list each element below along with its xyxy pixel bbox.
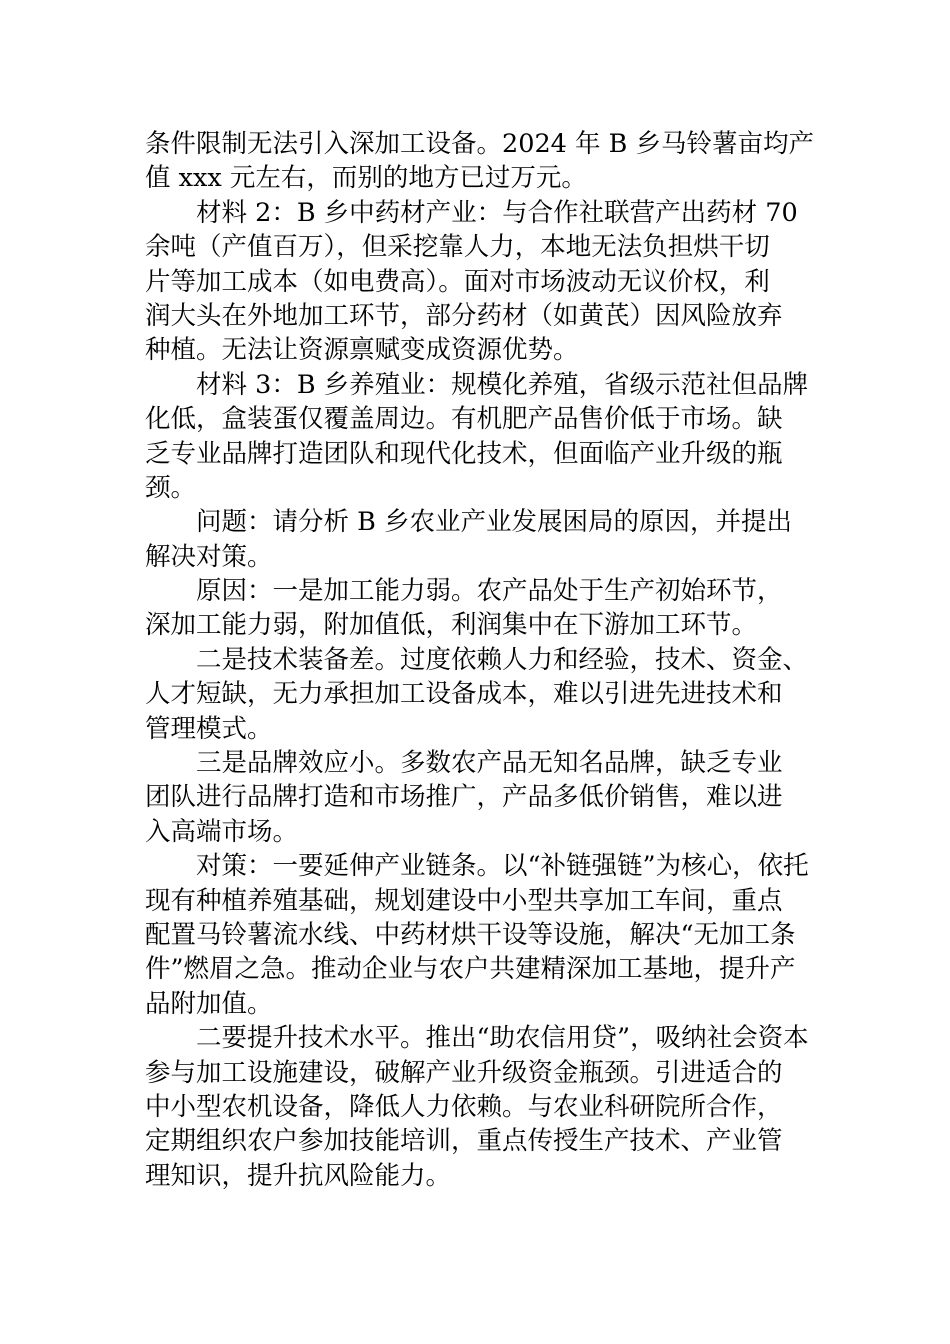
paragraph-line: 余吨（产值百万），但采挖靠人力，本地无法负担烘干切 [145,232,770,263]
paragraph-first-line: 问题：请分析 B 乡农业产业发展困局的原因，并提出 [196,507,792,538]
paragraph-line: 种植。无法让资源禀赋变成资源优势。 [145,335,579,366]
paragraph-first-line: 材料 3：B 乡养殖业：规模化养殖，省级示范社但品牌 [196,369,809,400]
paragraph-line: 中小型农机设备，降低人力依赖。与农业科研院所合作， [145,1091,783,1122]
paragraph-first-line: 对策：一要延伸产业链条。以“补链强链”为核心，依托 [196,851,809,882]
paragraph-line: 定期组织农户参加技能培训，重点传授生产技术、产业管 [145,1126,783,1157]
paragraph-first-line: 二要提升技术水平。推出“助农信用贷”，吸纳社会资本 [196,1023,809,1054]
paragraph-line: 入高端市场。 [145,816,299,847]
paragraph-line: 深加工能力弱，附加值低，利润集中在下游加工环节。 [145,610,758,641]
paragraph-line: 润大头在外地加工环节，部分药材（如黄芪）因风险放弃 [145,300,783,331]
paragraph-line: 条件限制无法引入深加工设备。2024 年 B 乡马铃薯亩均产 [145,129,814,159]
paragraph-line: 乏专业品牌打造团队和现代化技术，但面临产业升级的瓶 [145,438,783,469]
paragraph-first-line: 原因：一是加工能力弱。农产品处于生产初始环节， [196,576,783,607]
paragraph-line: 团队进行品牌打造和市场推广，产品多低价销售，难以进 [145,782,783,813]
paragraph-line: 值 xxx 元左右，而别的地方已过万元。 [145,163,587,194]
paragraph-line: 化低，盒装蛋仅覆盖周边。有机肥产品售价低于市场。缺 [145,404,783,435]
paragraph-line: 解决对策。 [145,541,273,572]
paragraph-line: 参与加工设施建设，破解产业升级资金瓶颈。引进适合的 [145,1057,783,1088]
paragraph-first-line: 三是品牌效应小。多数农产品无知名品牌，缺乏专业 [196,748,783,779]
paragraph-line: 颈。 [145,472,197,503]
paragraph-line: 配置马铃薯流水线、中药材烘干设等设施，解决“无加工条 [145,919,796,950]
paragraph-first-line: 二是技术装备差。过度依赖人力和经验，技术、资金、 [196,644,809,675]
paragraph-line: 品附加值。 [145,988,273,1019]
paragraph-line: 人才短缺，无力承担加工设备成本，难以引进先进技术和 [145,679,783,710]
paragraph-line: 件”燃眉之急。推动企业与农户共建精深加工基地，提升产 [145,954,796,985]
document-body [145,127,814,1193]
paragraph-line: 管理模式。 [145,713,273,744]
paragraph-line: 现有种植养殖基础，规划建设中小型共享加工车间，重点 [145,885,783,916]
paragraph-line: 理知识，提升抗风险能力。 [145,1160,452,1191]
paragraph-line: 片等加工成本（如电费高）。面对市场波动无议价权，利 [145,266,770,297]
paragraph-first-line: 材料 2：B 乡中药材产业：与合作社联营产出药材 70 [196,197,798,228]
